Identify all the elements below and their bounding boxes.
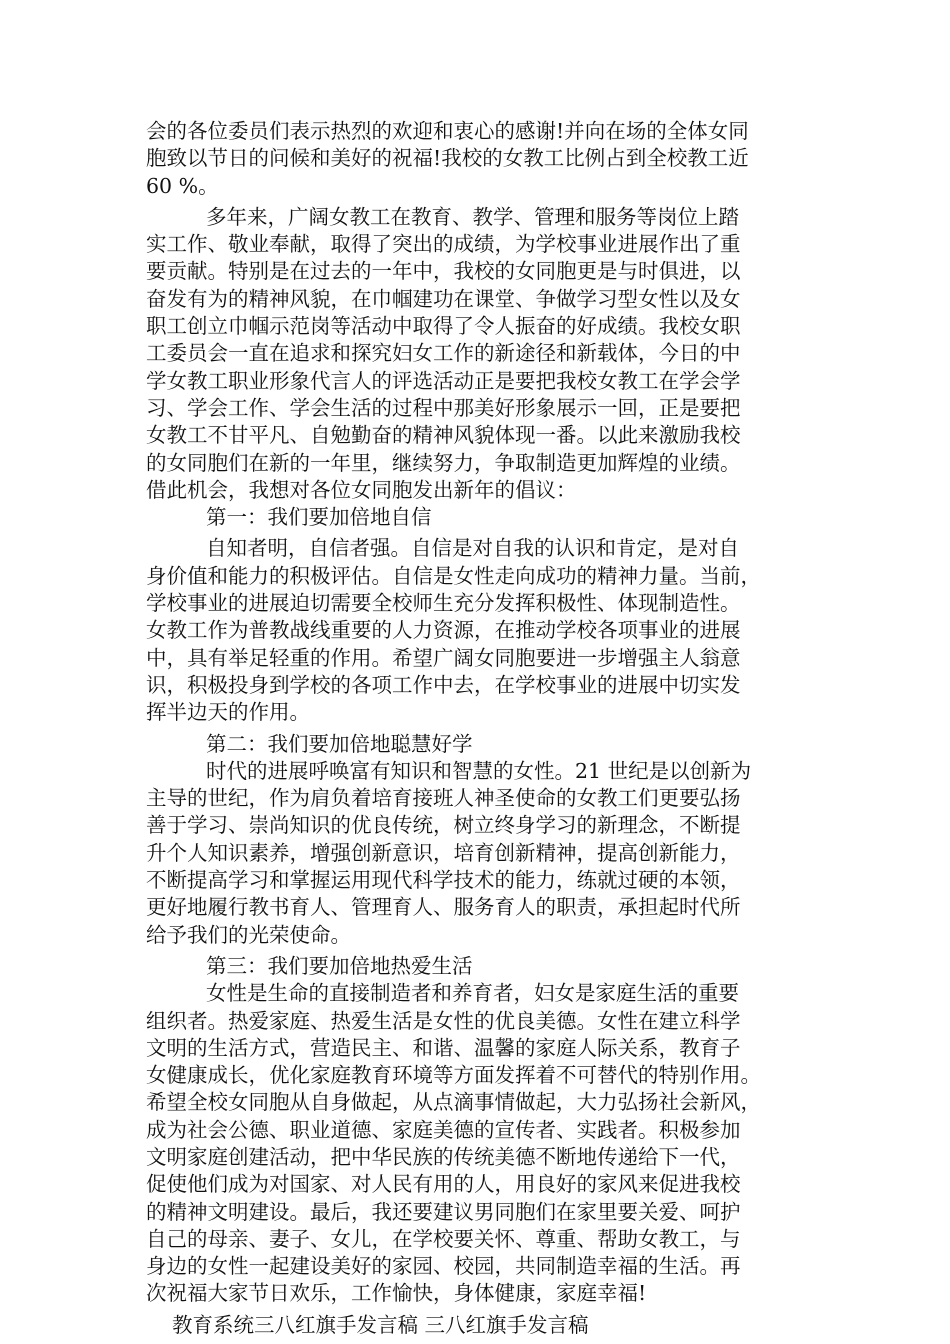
text-line: 实工作、敬业奉献，取得了突出的成绩，为学校事业进展作出了重: [146, 232, 741, 257]
text-line: 胞致以节日的问候和美好的祝福!我校的女教工比例占到全校教工近: [146, 146, 749, 171]
text-line: 身价值和能力的积极评估。自信是女性走向成功的精神力量。当前，: [146, 563, 761, 588]
text-line: 给予我们的光荣使命。: [146, 922, 351, 947]
text-line: 教育系统三八红旗手发言稿 三八红旗手发言稿: [172, 1312, 589, 1337]
text-line: 第一：我们要加倍地自信: [206, 505, 432, 530]
text-line: 善于学习、崇尚知识的优良传统，树立终身学习的新理念，不断提: [146, 813, 741, 838]
document-page: [146, 118, 826, 1339]
text-line: 会的各位委员们表示热烈的欢迎和衷心的感谢!并向在场的全体女同: [146, 119, 749, 143]
text-line: 中，具有举足轻重的作用。希望广阔女同胞要进一步增强主人翁意: [146, 645, 741, 670]
text-line: 第三：我们要加倍地热爱生活: [206, 953, 473, 978]
text-line: 成为社会公德、职业道德、家庭美德的宣传者、实践者。积极参加: [146, 1117, 741, 1142]
text-line: 的精神文明建设。最后，我还要建议男同胞们在家里要关爱、呵护: [146, 1199, 741, 1224]
text-line: 女健康成长，优化家庭教育环境等方面发挥着不可替代的特别作用。: [146, 1063, 761, 1088]
text-line: 借此机会，我想对各位女同胞发出新年的倡议：: [146, 477, 577, 502]
text-line: 的女同胞们在新的一年里，继续努力，争取制造更加辉煌的业绩。: [146, 450, 741, 475]
text-line: 多年来，广阔女教工在教育、教学、管理和服务等岗位上踏: [206, 204, 739, 229]
text-line: 挥半边天的作用。: [146, 700, 310, 725]
text-line: 女性是生命的直接制造者和养育者，妇女是家庭生活的重要: [206, 981, 739, 1006]
text-line: 识，积极投身到学校的各项工作中去，在学校事业的进展中切实发: [146, 672, 741, 697]
text-line: 要贡献。特别是在过去的一年中，我校的女同胞更是与时俱进，以: [146, 259, 741, 284]
text-line: 不断提高学习和掌握运用现代科学技术的能力，练就过硬的本领，: [146, 868, 741, 893]
text-line: 女教工不甘平凡、自勉勤奋的精神风貌体现一番。以此来激励我校: [146, 423, 741, 448]
text-line: 职工创立巾帼示范岗等活动中取得了令人振奋的好成绩。我校女职: [146, 314, 741, 339]
text-line: 工委员会一直在追求和探究妇女工作的新途径和新载体，今日的中: [146, 341, 741, 366]
text-line: 自知者明，自信者强。自信是对自我的认识和肯定，是对自: [206, 536, 739, 561]
text-line: 次祝福大家节日欢乐，工作愉快，身体健康，家庭幸福!: [146, 1281, 647, 1306]
text-line: 60 %。: [146, 173, 219, 198]
text-line: 第二：我们要加倍地聪慧好学: [206, 731, 473, 756]
text-line: 自己的母亲、妻子、女儿，在学校要关怀、尊重、帮助女教工，与: [146, 1226, 741, 1251]
text-line: 文明家庭创建活动，把中华民族的传统美德不断地传递给下一代，: [146, 1144, 741, 1169]
text-line: 促使他们成为对国家、对人民有用的人，用良好的家风来促进我校: [146, 1172, 741, 1197]
text-line: 更好地履行教书育人、管理育人、服务育人的职责，承担起时代所: [146, 895, 741, 920]
text-line: 习、学会工作、学会生活的过程中那美好形象展示一回，正是要把: [146, 395, 741, 420]
text-line: 学校事业的进展迫切需要全校师生充分发挥积极性、体现制造性。: [146, 591, 741, 616]
text-line: 文明的生活方式，营造民主、和谐、温馨的家庭人际关系，教育子: [146, 1035, 741, 1060]
text-line: 升个人知识素养，增强创新意识，培育创新精神，提高创新能力，: [146, 840, 741, 865]
text-line: 希望全校女同胞从自身做起，从点滴事情做起，大力弘扬社会新风，: [146, 1090, 761, 1115]
text-line: 女教工作为普教战线重要的人力资源，在推动学校各项事业的进展: [146, 618, 741, 643]
text-line: 身边的女性一起建设美好的家园、校园，共同制造幸福的生活。再: [146, 1254, 741, 1279]
text-line: 主导的世纪，作为肩负着培育接班人神圣使命的女教工们更要弘扬: [146, 786, 741, 811]
text-line: 奋发有为的精神风貌，在巾帼建功在课堂、争做学习型女性以及女: [146, 286, 741, 311]
text-line: 时代的进展呼唤富有知识和智慧的女性。21 世纪是以创新为: [206, 758, 752, 783]
text-line: 学女教工职业形象代言人的评选活动正是要把我校女教工在学会学: [146, 368, 741, 393]
text-line: 组织者。热爱家庭、热爱生活是女性的优良美德。女性在建立科学: [146, 1008, 741, 1033]
